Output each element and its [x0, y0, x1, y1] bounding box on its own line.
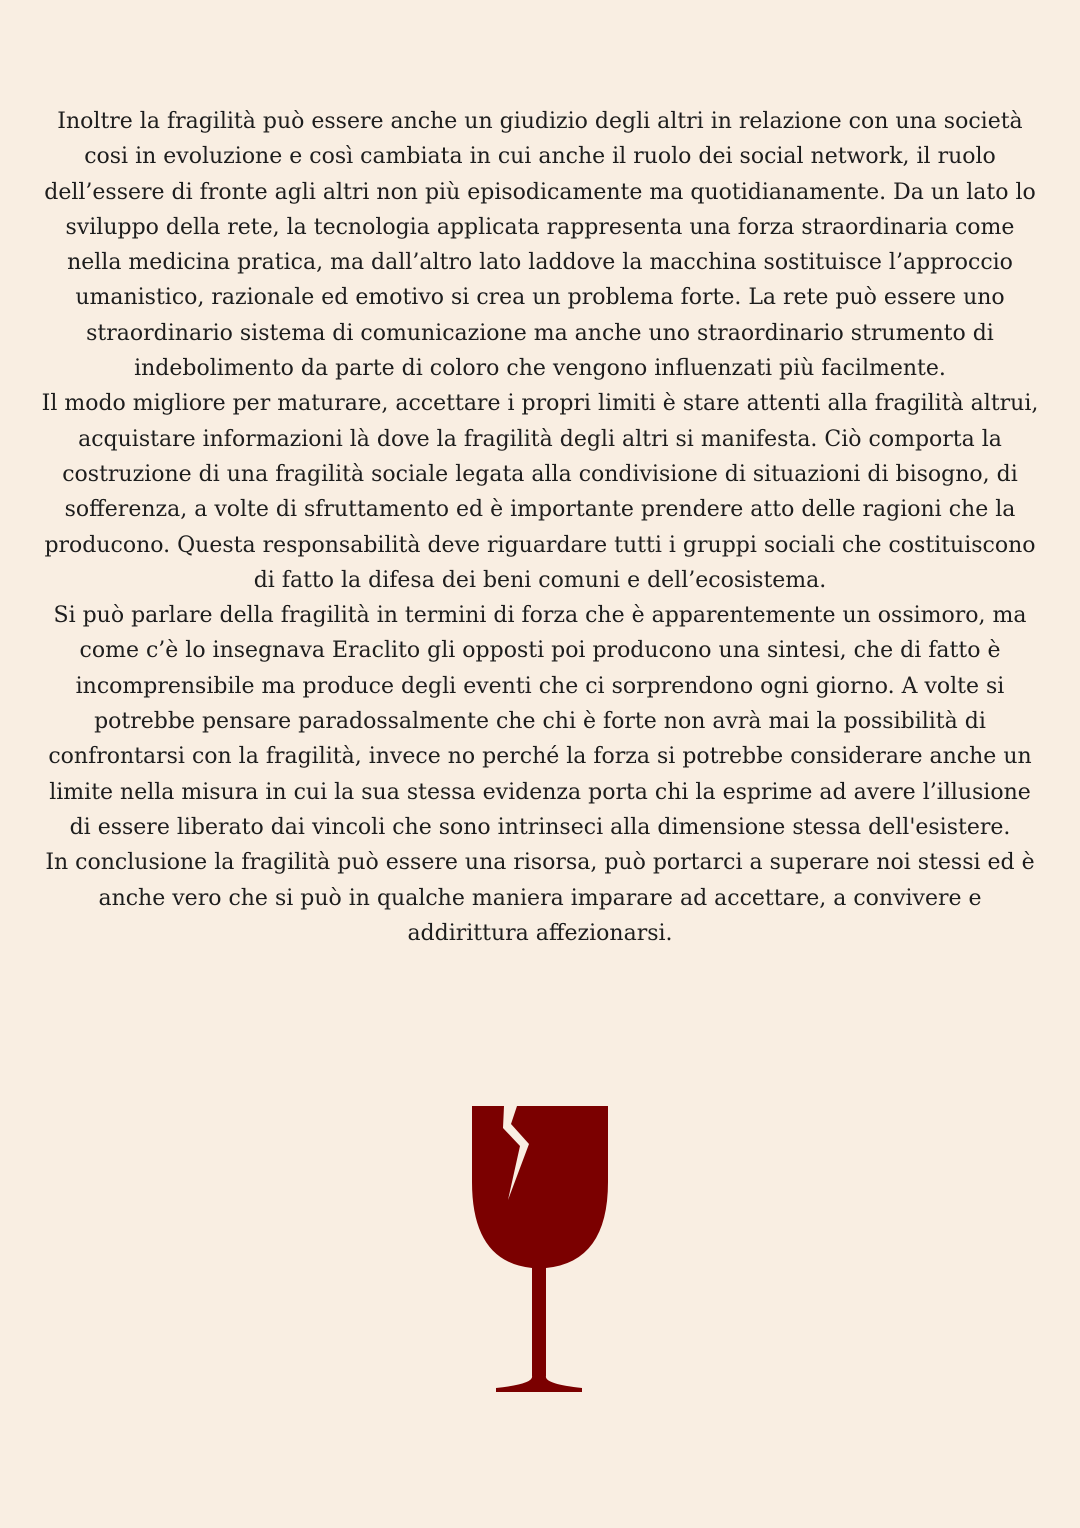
paragraph-3: Si può parlare della fragilità in termini di forza che è apparentemente un ossimoro, ma come c’è lo insegnava Eraclito gli opposti poi producono una sintesi, che di fatto è incomprensibile ma produce degli eventi che ci sorprendono ogni giorno. A volte si potrebbe pensare paradossalmente che chi è forte non avrà mai la possibilità di confrontarsi con la fragilità, invece no perché la forza si potrebbe considerare anche un limite nella misura in cui la sua stessa evidenza porta chi la esprime ad avere l’illusione di essere liberato dai vincoli che sono intrinseci alla dimensione stessa dell'esistere. [48, 603, 1032, 840]
body-text [36, 104, 1044, 951]
paragraph-2: Il modo migliore per maturare, accettare i propri limiti è stare attenti alla fragilità altrui, acquistare informazioni là dove la fragilità degli altri si manifesta. Ciò comporta la costruzione di una fragilità sociale legata alla condivisione di situazioni di bisogno, di sofferenza, a volte di sfruttamento ed è importante prendere atto delle ragioni che la producono. Questa responsabilità deve riguardare tutti i gruppi sociali che costituiscono di fatto la difesa dei beni comuni e dell’ecosistema. [41, 391, 1039, 593]
paragraph-4: In conclusione la fragilità può essere una risorsa, può portarci a superare noi stessi ed è anche vero che si può in qualche maniera imparare ad accettare, a convivere e addirittura affezionarsi. [45, 850, 1035, 946]
paragraph-1: Inoltre la fragilità può essere anche un giudizio degli altri in relazione con una società cosi in evoluzione e così cambiata in cui anche il ruolo dei social network, il ruolo dell’essere di fronte agli altri non più episodicamente ma quotidianamente. Da un lato lo sviluppo della rete, la tecnologia applicata rappresenta una forza straordinaria come nella medicina pratica, ma dall’altro lato laddove la macchina sostituisce l’approccio umanistico, razionale ed emotivo si crea un problema forte. La rete può essere uno straordinario sistema di comunicazione ma anche uno straordinario strumento di indebolimento da parte di coloro che vengono influenzati più facilmente. [44, 109, 1036, 382]
broken-wine-glass-icon [470, 1104, 610, 1394]
